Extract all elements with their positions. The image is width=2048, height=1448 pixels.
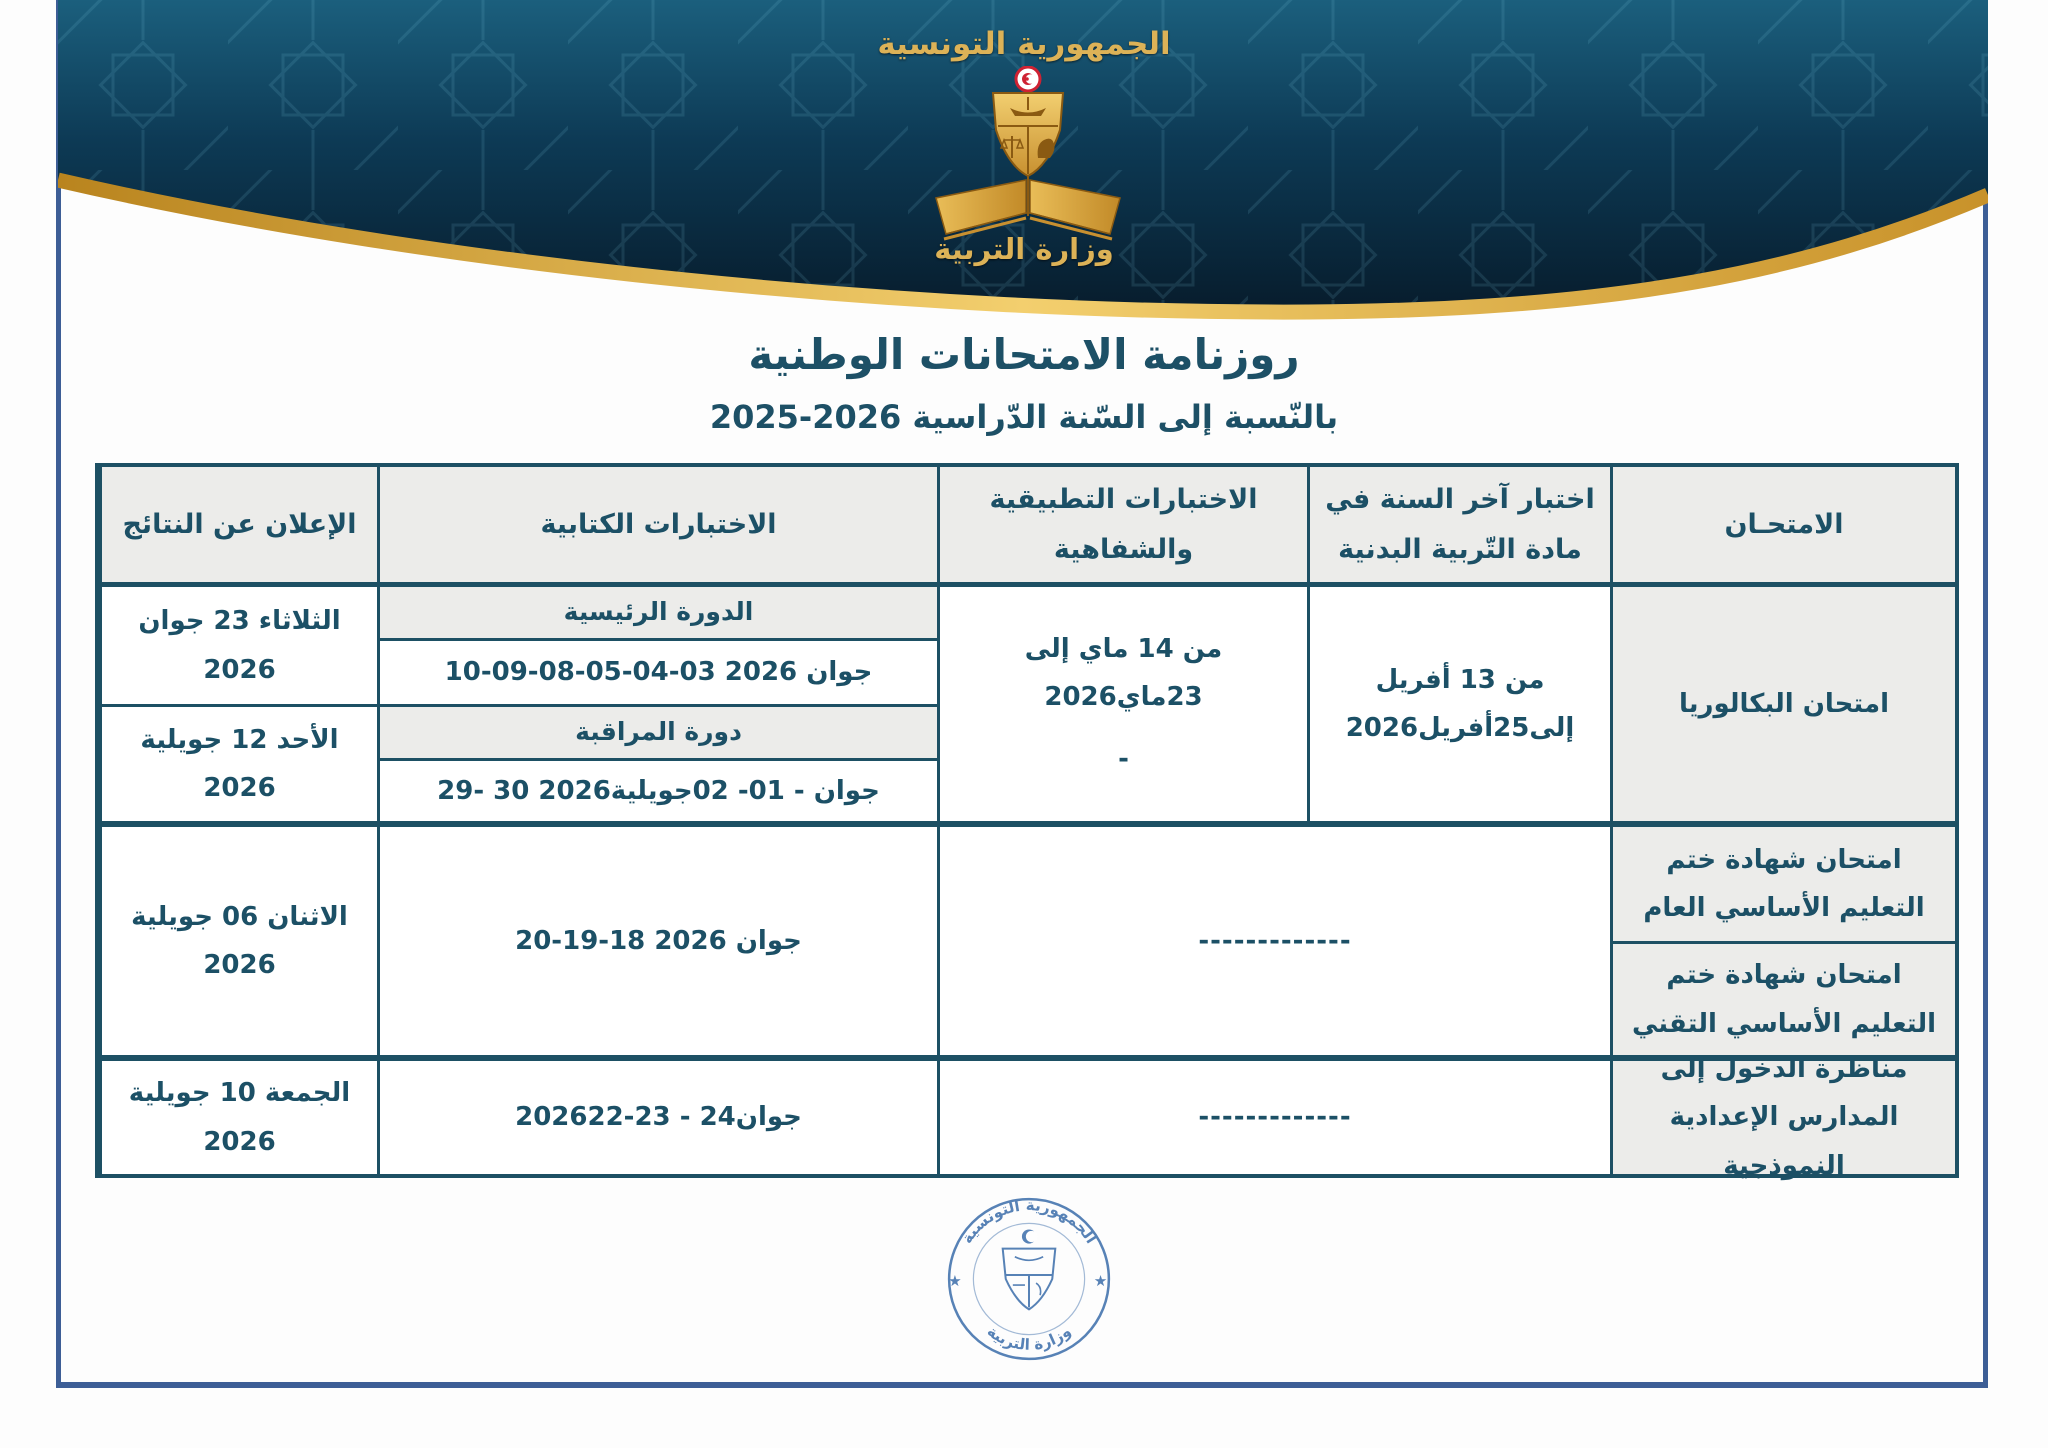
model-schools-exam-name: مناظرة الدخول إلى المدارس الإعدادية النموذجية [1610, 1061, 1955, 1174]
seal-star-left-icon: ★ [948, 1272, 962, 1291]
seal-bottom-text: وزارة التربية [983, 1322, 1075, 1354]
open-book-icon [936, 176, 1120, 239]
model-schools-written-dates: 2026جوان24 - 23-22 [377, 1061, 937, 1174]
bac-results-control-date: الأحد 12 جويلية 2026 [99, 707, 377, 827]
basic-written-dates: 20-19-18 جوان 2026 [377, 827, 937, 1061]
column-header-practical-oral: الاختبارات التطبيقية والشفاهية [937, 467, 1307, 587]
bac-results-main-date: الثلاثاء 23 جوان 2026 [99, 587, 377, 707]
column-header-pe-test: اختبار آخر السنة في مادة التّربية البدنية [1307, 467, 1610, 587]
ministry-seal [938, 1188, 1120, 1370]
page-subtitle: بالنّسبة إلى السّنة الدّراسية 2026-2025 [709, 398, 1339, 436]
page-title: روزنامة الامتحانات الوطنية [748, 330, 1300, 379]
seal-top-text: الجمهورية التونسية [957, 1196, 1101, 1247]
basic-technical-exam-name: امتحان شهادة ختم التعليم الأساسي التقني [1610, 944, 1955, 1061]
republic-calligraphy: الجمهورية التونسية [877, 26, 1171, 62]
bac-pe-dates: من 13 أفريل إلى25أفريل2026 [1307, 587, 1610, 827]
bac-exam-name: امتحان البكالوريا [1610, 587, 1955, 827]
ministry-calligraphy: وزارة التربية [934, 232, 1114, 266]
bac-control-session-label: دورة المراقبة [377, 707, 937, 761]
flag-roundel-icon [1016, 67, 1040, 91]
coat-of-arms-icon [993, 93, 1063, 176]
bac-practical-oral-dates: من 14 ماي إلى 23ماي2026 - [937, 587, 1307, 827]
bac-main-session-label: الدورة الرئيسية [377, 587, 937, 641]
seal-crest-icon [1003, 1229, 1056, 1309]
column-header-results: الإعلان عن النتائج [99, 467, 377, 587]
model-schools-pe-practical-placeholder: ------------- [937, 1061, 1610, 1174]
basic-general-exam-name: امتحان شهادة ختم التعليم الأساسي العام [1610, 827, 1955, 944]
model-schools-results-date: الجمعة 10 جويلية 2026 [99, 1061, 377, 1174]
column-header-written: الاختبارات الكتابية [377, 467, 937, 587]
exam-schedule-table [95, 463, 1959, 1181]
svg-text:وزارة التربية [984, 1322, 1075, 1354]
basic-results-date: الاثنان 06 جويلية 2026 [99, 827, 377, 1061]
bac-main-session-dates: 10-09-08-05-04-03 جوان 2026 [377, 641, 937, 707]
bac-control-session-dates: 29- 30 جوان - 01- 02جويلية2026 [377, 761, 937, 827]
ministry-logo [898, 66, 1158, 241]
seal-star-right-icon: ★ [1093, 1272, 1108, 1291]
column-header-exam: الامتحـان [1610, 467, 1955, 587]
basic-pe-practical-placeholder: ------------- [937, 827, 1610, 1061]
